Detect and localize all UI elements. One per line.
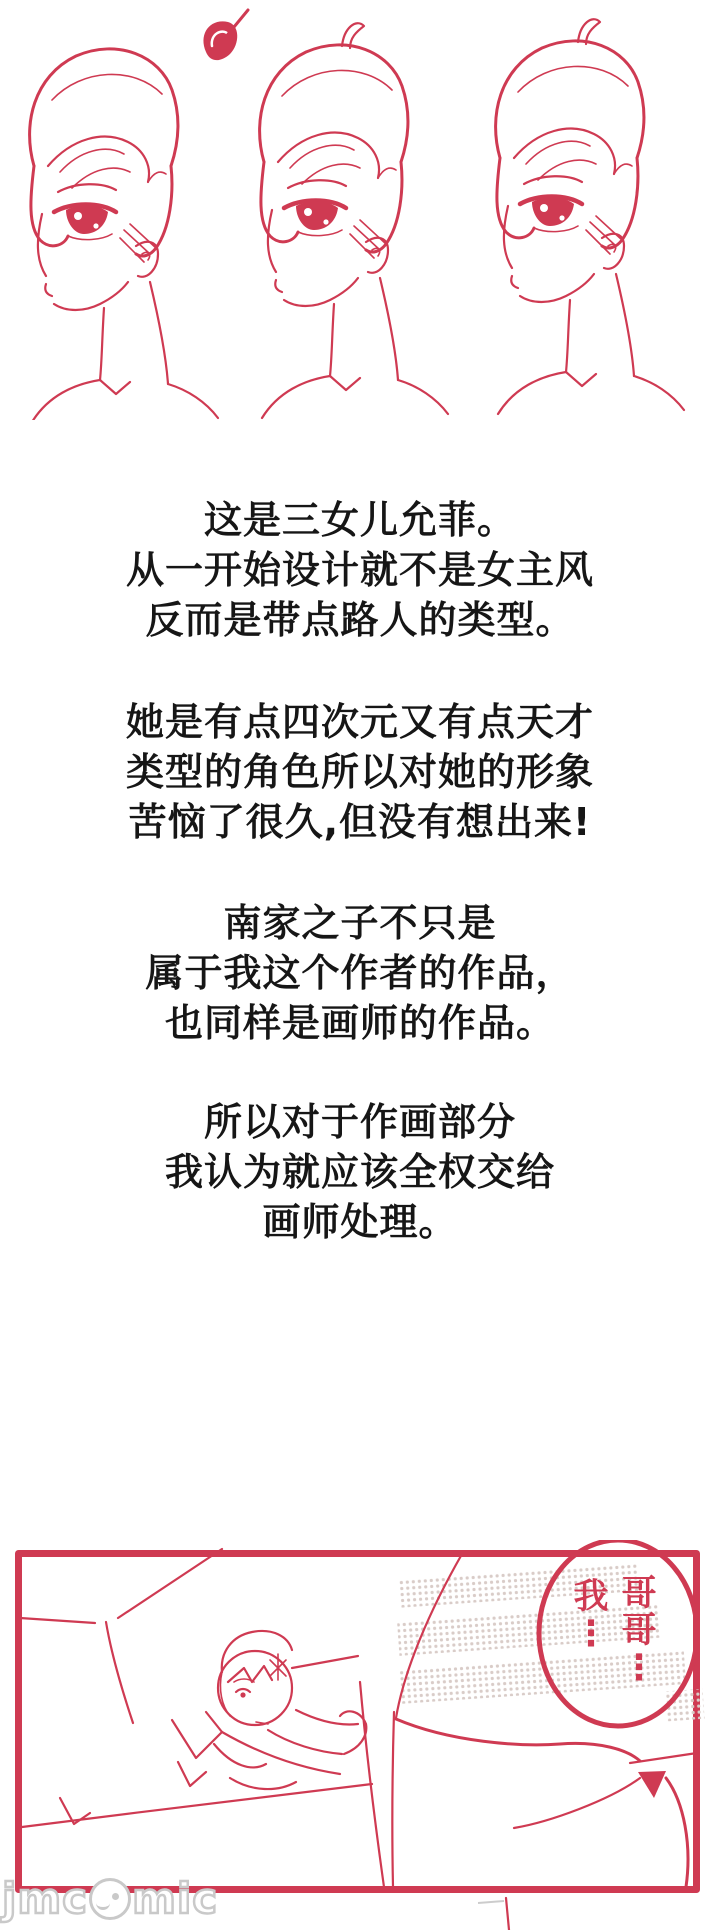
caption-line: 她是有点四次元又有点天才 bbox=[125, 700, 594, 744]
bubble-text-right-column: 哥哥⋮ bbox=[621, 1574, 657, 1688]
jmcomic-mascot-icon bbox=[89, 1878, 131, 1920]
head-sketch-1 bbox=[30, 49, 218, 420]
sketch-stray-line bbox=[478, 1901, 504, 1903]
bubble-text-left-column: 我⋮ bbox=[573, 1577, 609, 1654]
caption-line: 反而是带点路人的类型。 bbox=[145, 598, 575, 642]
caption-paragraph-1 bbox=[0, 495, 720, 645]
bed-scene-sketch bbox=[20, 1549, 394, 1887]
mascot-eye-icon bbox=[112, 1893, 119, 1900]
caption-paragraph-3 bbox=[0, 898, 720, 1048]
caption-line: 我认为就应该全权交给 bbox=[164, 1150, 555, 1194]
caption-paragraph-2 bbox=[0, 697, 720, 847]
caption-line: 这是三女儿允菲。 bbox=[203, 498, 516, 542]
caption-line: 苦恼了很久,但没有想出来! bbox=[128, 800, 592, 844]
caption-line: 所以对于作画部分 bbox=[203, 1100, 516, 1144]
caption-paragraph-4 bbox=[0, 1097, 720, 1247]
watermark-text-prefix: jmc bbox=[2, 1874, 89, 1923]
caption-line: 也同样是画师的作品。 bbox=[164, 1001, 555, 1045]
leaf-doodle-icon bbox=[203, 10, 248, 60]
watermark-text-suffix: mic bbox=[132, 1874, 219, 1923]
caption-line: 画师处理。 bbox=[262, 1200, 458, 1244]
caption-line: 属于我这个作者的作品， bbox=[145, 951, 575, 995]
character-sketch-art bbox=[0, 0, 720, 420]
caption-line: 南家之子不只是 bbox=[223, 901, 497, 945]
caption-line: 类型的角色所以对她的形象 bbox=[125, 750, 594, 794]
jmcomic-watermark bbox=[2, 1874, 218, 1923]
comic-panel-art bbox=[0, 1540, 720, 1930]
caption-line: 从一开始设计就不是女主风 bbox=[125, 548, 594, 592]
head-sketch-2 bbox=[260, 23, 448, 418]
head-sketch-3 bbox=[496, 19, 684, 414]
mascot-wing-icon bbox=[96, 1897, 110, 1910]
next-panel-line bbox=[506, 1898, 509, 1930]
